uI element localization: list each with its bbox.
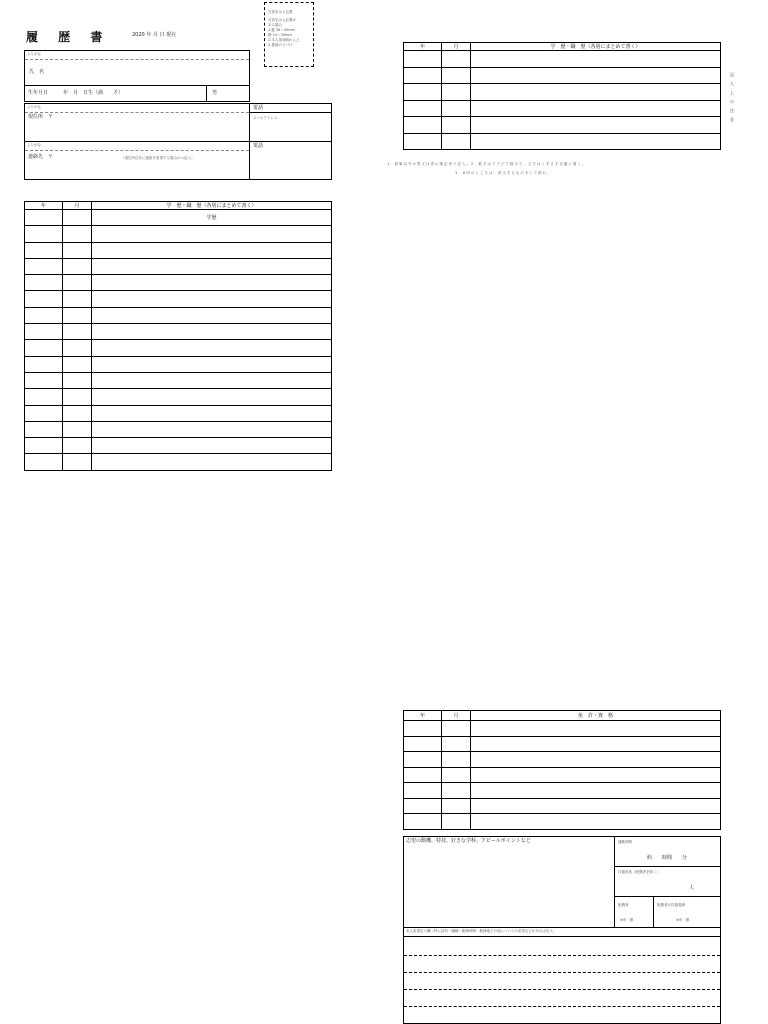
year-cell[interactable]	[404, 117, 442, 134]
month-cell[interactable]	[442, 721, 471, 737]
month-header: 月	[442, 43, 471, 51]
history-header-row	[25, 202, 332, 210]
spouse-label: 配偶者	[618, 903, 629, 907]
history-header: 学 歴・職 歴（各別にまとめて書く）	[92, 202, 332, 210]
wishes-box[interactable]	[403, 927, 721, 1024]
month-cell[interactable]	[442, 51, 471, 68]
month-cell[interactable]	[63, 226, 92, 242]
table-row	[25, 454, 332, 470]
entry-cell[interactable]	[92, 258, 332, 274]
entry-cell[interactable]	[92, 405, 332, 421]
month-cell[interactable]	[63, 210, 92, 226]
year-cell[interactable]	[404, 783, 442, 799]
photo-line: 写真をはる必要が	[268, 18, 296, 22]
wishes-label: 本人希望記入欄（特に給料・職種・勤務時間・勤務地その他についての希望などがあれば記入）	[406, 929, 557, 933]
wish-line	[404, 972, 720, 973]
table-row	[25, 389, 332, 405]
history-table	[24, 201, 332, 471]
entry-cell[interactable]	[471, 767, 721, 783]
furigana-label: ふりがな	[27, 52, 41, 56]
entry-cell[interactable]	[92, 242, 332, 258]
table-row	[404, 721, 721, 737]
entry-cell[interactable]	[471, 133, 721, 150]
photo-line: 1.縦 36～40mm	[268, 28, 296, 32]
spouse-support-value: ※有・無	[676, 918, 690, 922]
history-table-continued	[403, 42, 721, 150]
birth-label: 生年月日 年 月 日生（満 才）	[28, 90, 124, 96]
resume-date: 2020 年 月 日 現在	[132, 32, 177, 38]
commute-label: 通勤時間	[618, 840, 632, 844]
spouse-support-box[interactable]	[653, 896, 721, 928]
instructions-side-label: 記入上の注意	[730, 72, 734, 122]
month-cell[interactable]	[63, 372, 92, 388]
address-label: 現住所 〒	[28, 114, 54, 120]
name-label: 氏 名	[29, 69, 45, 75]
year-cell[interactable]	[404, 84, 442, 101]
license-table	[403, 710, 721, 830]
year-cell[interactable]	[25, 324, 63, 340]
entry-cell[interactable]	[471, 814, 721, 830]
contact-block	[24, 141, 250, 180]
birth-block	[24, 85, 207, 102]
table-row	[25, 324, 332, 340]
contact-label: 連絡先 〒	[28, 154, 54, 160]
entry-cell[interactable]	[471, 752, 721, 768]
dependents-box[interactable]	[614, 866, 721, 897]
table-row	[404, 133, 721, 150]
entry-cell[interactable]	[92, 372, 332, 388]
spouse-support-label: 配偶者の扶養義務	[657, 903, 685, 907]
month-cell[interactable]	[442, 100, 471, 117]
month-cell[interactable]	[63, 405, 92, 421]
motivation-box[interactable]	[403, 836, 615, 928]
year-cell[interactable]	[404, 767, 442, 783]
table-row	[404, 51, 721, 68]
year-cell[interactable]	[25, 226, 63, 242]
contact-note: （現住所以外に連絡を希望する場合のみ記入）	[121, 156, 195, 160]
instructions-line-1: 1. 鉛筆以外の黒又は青の筆記具で記入。2. 数字はアラビア数字で、文字はくずさず正確に書く。	[387, 162, 587, 166]
month-cell[interactable]	[442, 117, 471, 134]
month-cell[interactable]	[63, 275, 92, 291]
entry-cell[interactable]	[471, 798, 721, 814]
month-cell[interactable]	[442, 798, 471, 814]
year-cell[interactable]	[25, 454, 63, 470]
month-cell[interactable]	[442, 736, 471, 752]
entry-cell[interactable]: 学歴	[92, 210, 332, 226]
year-cell[interactable]	[404, 798, 442, 814]
address-furigana-label: ふりがな	[27, 105, 41, 109]
license-header: 免 許・資 格	[471, 711, 721, 721]
wish-line	[404, 1006, 720, 1007]
contact-phone-block	[249, 141, 332, 180]
entry-cell[interactable]	[92, 421, 332, 437]
photo-placeholder	[264, 2, 314, 67]
table-row	[25, 340, 332, 356]
contact-furigana-label: ふりがな	[27, 143, 41, 147]
year-cell[interactable]	[404, 736, 442, 752]
month-header: 月	[63, 202, 92, 210]
year-cell[interactable]	[25, 275, 63, 291]
table-row	[404, 767, 721, 783]
month-cell[interactable]	[442, 783, 471, 799]
history2-header-row	[404, 43, 721, 51]
entry-cell[interactable]	[471, 736, 721, 752]
photo-line: 3.裏面のりづけ	[268, 43, 293, 47]
month-cell[interactable]	[442, 814, 471, 830]
month-cell[interactable]	[63, 389, 92, 405]
table-row	[404, 100, 721, 117]
month-cell[interactable]	[442, 752, 471, 768]
table-row	[404, 84, 721, 101]
year-cell[interactable]	[404, 752, 442, 768]
year-header: 年	[404, 43, 442, 51]
photo-line: 写真をはる位置	[268, 10, 293, 14]
year-cell[interactable]	[404, 67, 442, 84]
table-row	[404, 117, 721, 134]
name-block	[24, 50, 250, 86]
table-row	[25, 421, 332, 437]
spouse-value: ※有・無	[620, 918, 634, 922]
photo-line: 横 24～30mm	[268, 33, 292, 37]
commute-box[interactable]	[614, 836, 721, 867]
month-cell[interactable]	[63, 258, 92, 274]
table-row	[25, 242, 332, 258]
sex-block	[206, 85, 250, 102]
year-cell[interactable]	[25, 291, 63, 307]
address-block	[24, 103, 250, 142]
instructions-line-2: 3. ※印のところは、該当するものを○で囲む。	[455, 171, 552, 175]
year-cell[interactable]	[25, 405, 63, 421]
year-cell[interactable]	[404, 814, 442, 830]
contact-phone-label: 電話	[253, 143, 264, 149]
wish-line	[404, 955, 720, 956]
entry-cell[interactable]	[471, 783, 721, 799]
entry-cell[interactable]	[471, 84, 721, 101]
month-cell[interactable]	[63, 307, 92, 323]
entry-cell[interactable]	[92, 389, 332, 405]
entry-cell[interactable]	[92, 356, 332, 372]
spouse-box[interactable]	[614, 896, 654, 928]
year-cell[interactable]	[25, 421, 63, 437]
table-row	[404, 736, 721, 752]
year-cell[interactable]	[25, 340, 63, 356]
entry-cell[interactable]	[92, 275, 332, 291]
month-header: 月	[442, 711, 471, 721]
entry-cell[interactable]	[471, 721, 721, 737]
photo-line: ある場合	[268, 23, 282, 27]
table-row	[25, 226, 332, 242]
month-cell[interactable]	[442, 767, 471, 783]
photo-line: 2.本人単身胸から上	[268, 38, 300, 42]
year-cell[interactable]	[404, 133, 442, 150]
table-row	[25, 372, 332, 388]
month-cell[interactable]	[63, 291, 92, 307]
year-cell[interactable]	[25, 258, 63, 274]
entry-cell[interactable]	[92, 340, 332, 356]
month-cell[interactable]	[63, 438, 92, 454]
entry-cell[interactable]	[92, 438, 332, 454]
table-row	[404, 752, 721, 768]
dependents-value: 人	[689, 885, 695, 891]
entry-cell[interactable]	[471, 51, 721, 68]
year-cell[interactable]	[25, 372, 63, 388]
phone-label: 電話	[253, 105, 264, 111]
year-cell[interactable]	[404, 721, 442, 737]
month-cell[interactable]	[442, 133, 471, 150]
email-label: メールアドレス	[253, 116, 278, 120]
entry-cell[interactable]	[92, 307, 332, 323]
table-row	[25, 210, 332, 226]
entry-cell[interactable]	[471, 117, 721, 134]
table-row	[25, 275, 332, 291]
entry-cell[interactable]	[471, 100, 721, 117]
entry-cell[interactable]	[92, 291, 332, 307]
table-row	[404, 814, 721, 830]
commute-value: 約 時間 分	[647, 855, 688, 861]
entry-cell[interactable]	[92, 454, 332, 470]
year-cell[interactable]	[25, 356, 63, 372]
month-cell[interactable]	[63, 356, 92, 372]
month-cell[interactable]	[63, 340, 92, 356]
phone-block	[249, 103, 332, 142]
year-cell[interactable]	[404, 51, 442, 68]
year-header: 年	[404, 711, 442, 721]
history-header: 学 歴・職 歴（各別にまとめて書く）	[471, 43, 721, 51]
table-row	[25, 258, 332, 274]
entry-cell[interactable]	[92, 324, 332, 340]
table-row	[25, 356, 332, 372]
year-cell[interactable]	[25, 242, 63, 258]
year-cell[interactable]	[25, 210, 63, 226]
table-row	[404, 783, 721, 799]
year-cell[interactable]	[25, 438, 63, 454]
entry-cell[interactable]	[471, 67, 721, 84]
table-row	[25, 438, 332, 454]
wish-line	[404, 989, 720, 990]
year-cell[interactable]	[25, 307, 63, 323]
year-header: 年	[25, 202, 63, 210]
table-row	[25, 307, 332, 323]
dependents-label: 扶養家族（配偶者を除く）	[618, 870, 660, 874]
year-cell[interactable]	[25, 389, 63, 405]
license-header-row	[404, 711, 721, 721]
month-cell[interactable]	[63, 242, 92, 258]
month-cell[interactable]	[442, 67, 471, 84]
table-row	[25, 405, 332, 421]
month-cell[interactable]	[442, 84, 471, 101]
sex-label: 男	[212, 90, 218, 96]
resume-title: 履 歴 書	[26, 30, 111, 44]
month-cell[interactable]	[63, 454, 92, 470]
table-row	[404, 798, 721, 814]
table-row	[25, 291, 332, 307]
entry-cell[interactable]	[92, 226, 332, 242]
month-cell[interactable]	[63, 421, 92, 437]
motivation-label: 志望の動機、特技、好きな学科、アピールポイントなど	[406, 838, 531, 844]
year-cell[interactable]	[404, 100, 442, 117]
month-cell[interactable]	[63, 324, 92, 340]
table-row	[404, 67, 721, 84]
